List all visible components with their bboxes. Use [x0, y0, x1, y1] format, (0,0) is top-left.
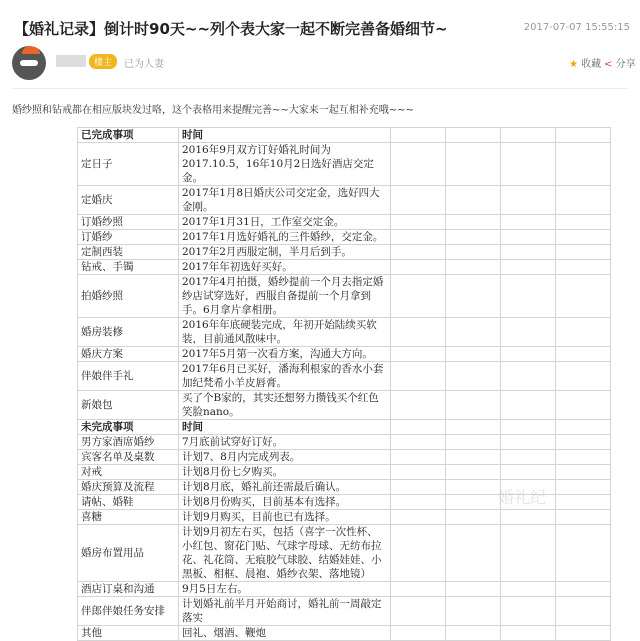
empty-cell	[446, 450, 501, 465]
empty-cell	[556, 510, 611, 525]
item-cell: 伴娘伴手礼	[78, 362, 179, 391]
item-cell: 定日子	[78, 143, 179, 186]
empty-cell	[501, 465, 556, 480]
empty-cell	[391, 495, 446, 510]
empty-cell	[391, 391, 446, 420]
item-cell: 定婚庆	[78, 186, 179, 215]
empty-cell	[446, 260, 501, 275]
empty-cell	[446, 495, 501, 510]
empty-cell	[501, 525, 556, 582]
empty-cell	[501, 275, 556, 318]
table-row	[78, 450, 611, 465]
author-badge: 楼主	[89, 54, 117, 69]
empty-cell	[556, 525, 611, 582]
item-cell: 钻戒、手镯	[78, 260, 179, 275]
favorite-button[interactable]	[569, 55, 601, 70]
empty-cell	[556, 245, 611, 260]
table-row	[78, 318, 611, 347]
time-cell: 时间	[179, 128, 391, 143]
time-cell: 计划9月初左右买，包括（喜字一次性杯、小红包、窗花门贴、气球字母球、无纺布拉花、礼花筒、无痕胶气球胶、结婚娃娃、小黑板、相框、晨袍、婚纱衣架、落地镜）	[179, 525, 391, 582]
empty-cell	[556, 420, 611, 435]
table-row	[78, 391, 611, 420]
empty-cell	[391, 143, 446, 186]
table-row	[78, 510, 611, 525]
item-cell: 其他	[78, 626, 179, 641]
user-role: 已为人妻	[124, 59, 164, 70]
empty-cell	[391, 435, 446, 450]
time-cell: 7月底前试穿好订好。	[179, 435, 391, 450]
time-cell: 2017年6月已买好，潘海利根家的香水小套加纪梵希小羊皮唇膏。	[179, 362, 391, 391]
table-row	[78, 260, 611, 275]
empty-cell	[446, 510, 501, 525]
item-cell: 请帖、婚鞋	[78, 495, 179, 510]
empty-cell	[556, 626, 611, 641]
table-row	[78, 245, 611, 260]
empty-cell	[446, 465, 501, 480]
empty-cell	[446, 525, 501, 582]
time-cell: 计划8月份七夕购买。	[179, 465, 391, 480]
empty-cell	[446, 435, 501, 450]
time-cell: 计划7、8月内完成列表。	[179, 450, 391, 465]
time-cell: 时间	[179, 420, 391, 435]
table-row	[78, 597, 611, 626]
empty-cell	[391, 465, 446, 480]
table-header-row	[78, 420, 611, 435]
empty-cell	[391, 450, 446, 465]
empty-cell	[501, 215, 556, 230]
time-cell: 2017年4月拍摄，婚纱提前一个月去指定婚纱店试穿选好，西服自备提前一个月拿到手。6月拿片拿相册。	[179, 275, 391, 318]
empty-cell	[501, 318, 556, 347]
item-cell: 订婚纱照	[78, 215, 179, 230]
table-row	[78, 465, 611, 480]
empty-cell	[391, 260, 446, 275]
empty-cell	[391, 128, 446, 143]
empty-cell	[501, 420, 556, 435]
table-row	[78, 362, 611, 391]
time-cell: 2017年5月第一次看方案，沟通大方向。	[179, 347, 391, 362]
empty-cell	[446, 480, 501, 495]
share-label: 分享	[615, 59, 636, 70]
empty-cell	[446, 186, 501, 215]
empty-cell	[446, 347, 501, 362]
empty-cell	[391, 318, 446, 347]
table-row	[78, 347, 611, 362]
share-button[interactable]	[604, 55, 636, 70]
empty-cell	[556, 495, 611, 510]
table-row	[78, 215, 611, 230]
table-row	[78, 275, 611, 318]
empty-cell	[391, 362, 446, 391]
item-cell: 男方家酒席婚纱	[78, 435, 179, 450]
item-cell: 婚房布置用品	[78, 525, 179, 582]
post-title: 【婚礼记录】倒计时90天~~列个表大家一起不断完善备婚细节~	[14, 20, 448, 38]
item-cell: 喜糖	[78, 510, 179, 525]
empty-cell	[446, 362, 501, 391]
post-date: 2017-07-07 15:55:15	[523, 22, 630, 33]
empty-cell	[391, 420, 446, 435]
empty-cell	[501, 143, 556, 186]
item-cell: 宾客名单及桌数	[78, 450, 179, 465]
star-icon: ★	[569, 59, 578, 70]
time-cell: 计划8月份购买，目前基本有选择。	[179, 495, 391, 510]
empty-cell	[446, 318, 501, 347]
empty-cell	[556, 597, 611, 626]
empty-cell	[501, 510, 556, 525]
username-blurred[interactable]	[56, 55, 86, 67]
empty-cell	[556, 347, 611, 362]
empty-cell	[501, 128, 556, 143]
empty-cell	[391, 347, 446, 362]
time-cell: 2017年1月选好婚礼的三件婚纱，交定金。	[179, 230, 391, 245]
watermark: 婚礼纪	[498, 488, 547, 507]
empty-cell	[556, 450, 611, 465]
empty-cell	[391, 626, 446, 641]
empty-cell	[501, 245, 556, 260]
item-cell: 伴郎伴娘任务安排	[78, 597, 179, 626]
empty-cell	[501, 435, 556, 450]
empty-cell	[501, 450, 556, 465]
empty-cell	[501, 186, 556, 215]
table-row	[78, 525, 611, 582]
time-cell: 计划8月底，婚礼前还需最后确认。	[179, 480, 391, 495]
empty-cell	[391, 510, 446, 525]
item-cell: 未完成事项	[78, 420, 179, 435]
empty-cell	[556, 582, 611, 597]
empty-cell	[556, 275, 611, 318]
empty-cell	[446, 230, 501, 245]
empty-cell	[391, 245, 446, 260]
divider	[12, 88, 628, 89]
item-cell: 定制西装	[78, 245, 179, 260]
empty-cell	[556, 391, 611, 420]
empty-cell	[556, 318, 611, 347]
time-cell: 2016年年底硬装完成，年初开始陆续买软装，目前通风散味中。	[179, 318, 391, 347]
item-cell: 婚庆方案	[78, 347, 179, 362]
item-cell: 婚房装修	[78, 318, 179, 347]
empty-cell	[446, 597, 501, 626]
empty-cell	[501, 260, 556, 275]
empty-cell	[446, 420, 501, 435]
empty-cell	[556, 480, 611, 495]
item-cell: 酒店订桌和沟通	[78, 582, 179, 597]
empty-cell	[391, 525, 446, 582]
table-row	[78, 626, 611, 641]
time-cell: 2017年1月31日，工作室交定金。	[179, 215, 391, 230]
avatar[interactable]	[12, 46, 46, 80]
empty-cell	[391, 186, 446, 215]
item-cell: 婚庆预算及流程	[78, 480, 179, 495]
empty-cell	[446, 128, 501, 143]
empty-cell	[501, 597, 556, 626]
item-cell: 订婚纱	[78, 230, 179, 245]
item-cell: 已完成事项	[78, 128, 179, 143]
empty-cell	[556, 230, 611, 245]
empty-cell	[501, 626, 556, 641]
empty-cell	[501, 230, 556, 245]
empty-cell	[446, 275, 501, 318]
item-cell: 拍婚纱照	[78, 275, 179, 318]
time-cell: 计划婚礼前半月开始商讨，婚礼前一周敲定落实	[179, 597, 391, 626]
empty-cell	[501, 391, 556, 420]
table-row	[78, 143, 611, 186]
empty-cell	[446, 245, 501, 260]
empty-cell	[391, 215, 446, 230]
table-row	[78, 582, 611, 597]
table-row	[78, 435, 611, 450]
item-cell: 对戒	[78, 465, 179, 480]
empty-cell	[556, 465, 611, 480]
empty-cell	[391, 480, 446, 495]
empty-cell	[501, 582, 556, 597]
table-row	[78, 230, 611, 245]
table-header-row	[78, 128, 611, 143]
empty-cell	[391, 230, 446, 245]
time-cell: 买了个B家的，其实还想努力攒钱买个红色笑脸nano。	[179, 391, 391, 420]
empty-cell	[556, 186, 611, 215]
time-cell: 9月5日左右。	[179, 582, 391, 597]
time-cell: 计划9月购买，目前也已有选择。	[179, 510, 391, 525]
empty-cell	[556, 362, 611, 391]
empty-cell	[446, 626, 501, 641]
time-cell: 回礼、烟酒、鞭炮	[179, 626, 391, 641]
empty-cell	[556, 435, 611, 450]
share-icon: <	[604, 59, 613, 70]
time-cell: 2016年9月双方订好婚礼时间为2017.10.5，16年10月2日选好酒店交定金。	[179, 143, 391, 186]
empty-cell	[446, 215, 501, 230]
empty-cell	[446, 582, 501, 597]
time-cell: 2017年1月8日婚庆公司交定金，选好四大金刚。	[179, 186, 391, 215]
post-intro: 婚纱照和钻戒都在相应版块发过咯，这个表格用来提醒完善~~大家来一起互相补充哦~~~	[12, 105, 414, 116]
empty-cell	[446, 391, 501, 420]
table-row	[78, 186, 611, 215]
item-cell: 新娘包	[78, 391, 179, 420]
favorite-label: 收藏	[581, 59, 602, 70]
empty-cell	[391, 597, 446, 626]
empty-cell	[556, 215, 611, 230]
empty-cell	[501, 362, 556, 391]
empty-cell	[501, 347, 556, 362]
empty-cell	[446, 143, 501, 186]
time-cell: 2017年2月西服定制，半月后到手。	[179, 245, 391, 260]
wedding-checklist-table	[77, 127, 611, 641]
empty-cell	[391, 275, 446, 318]
empty-cell	[391, 582, 446, 597]
time-cell: 2017年年初选好买好。	[179, 260, 391, 275]
empty-cell	[556, 260, 611, 275]
empty-cell	[556, 128, 611, 143]
empty-cell	[556, 143, 611, 186]
